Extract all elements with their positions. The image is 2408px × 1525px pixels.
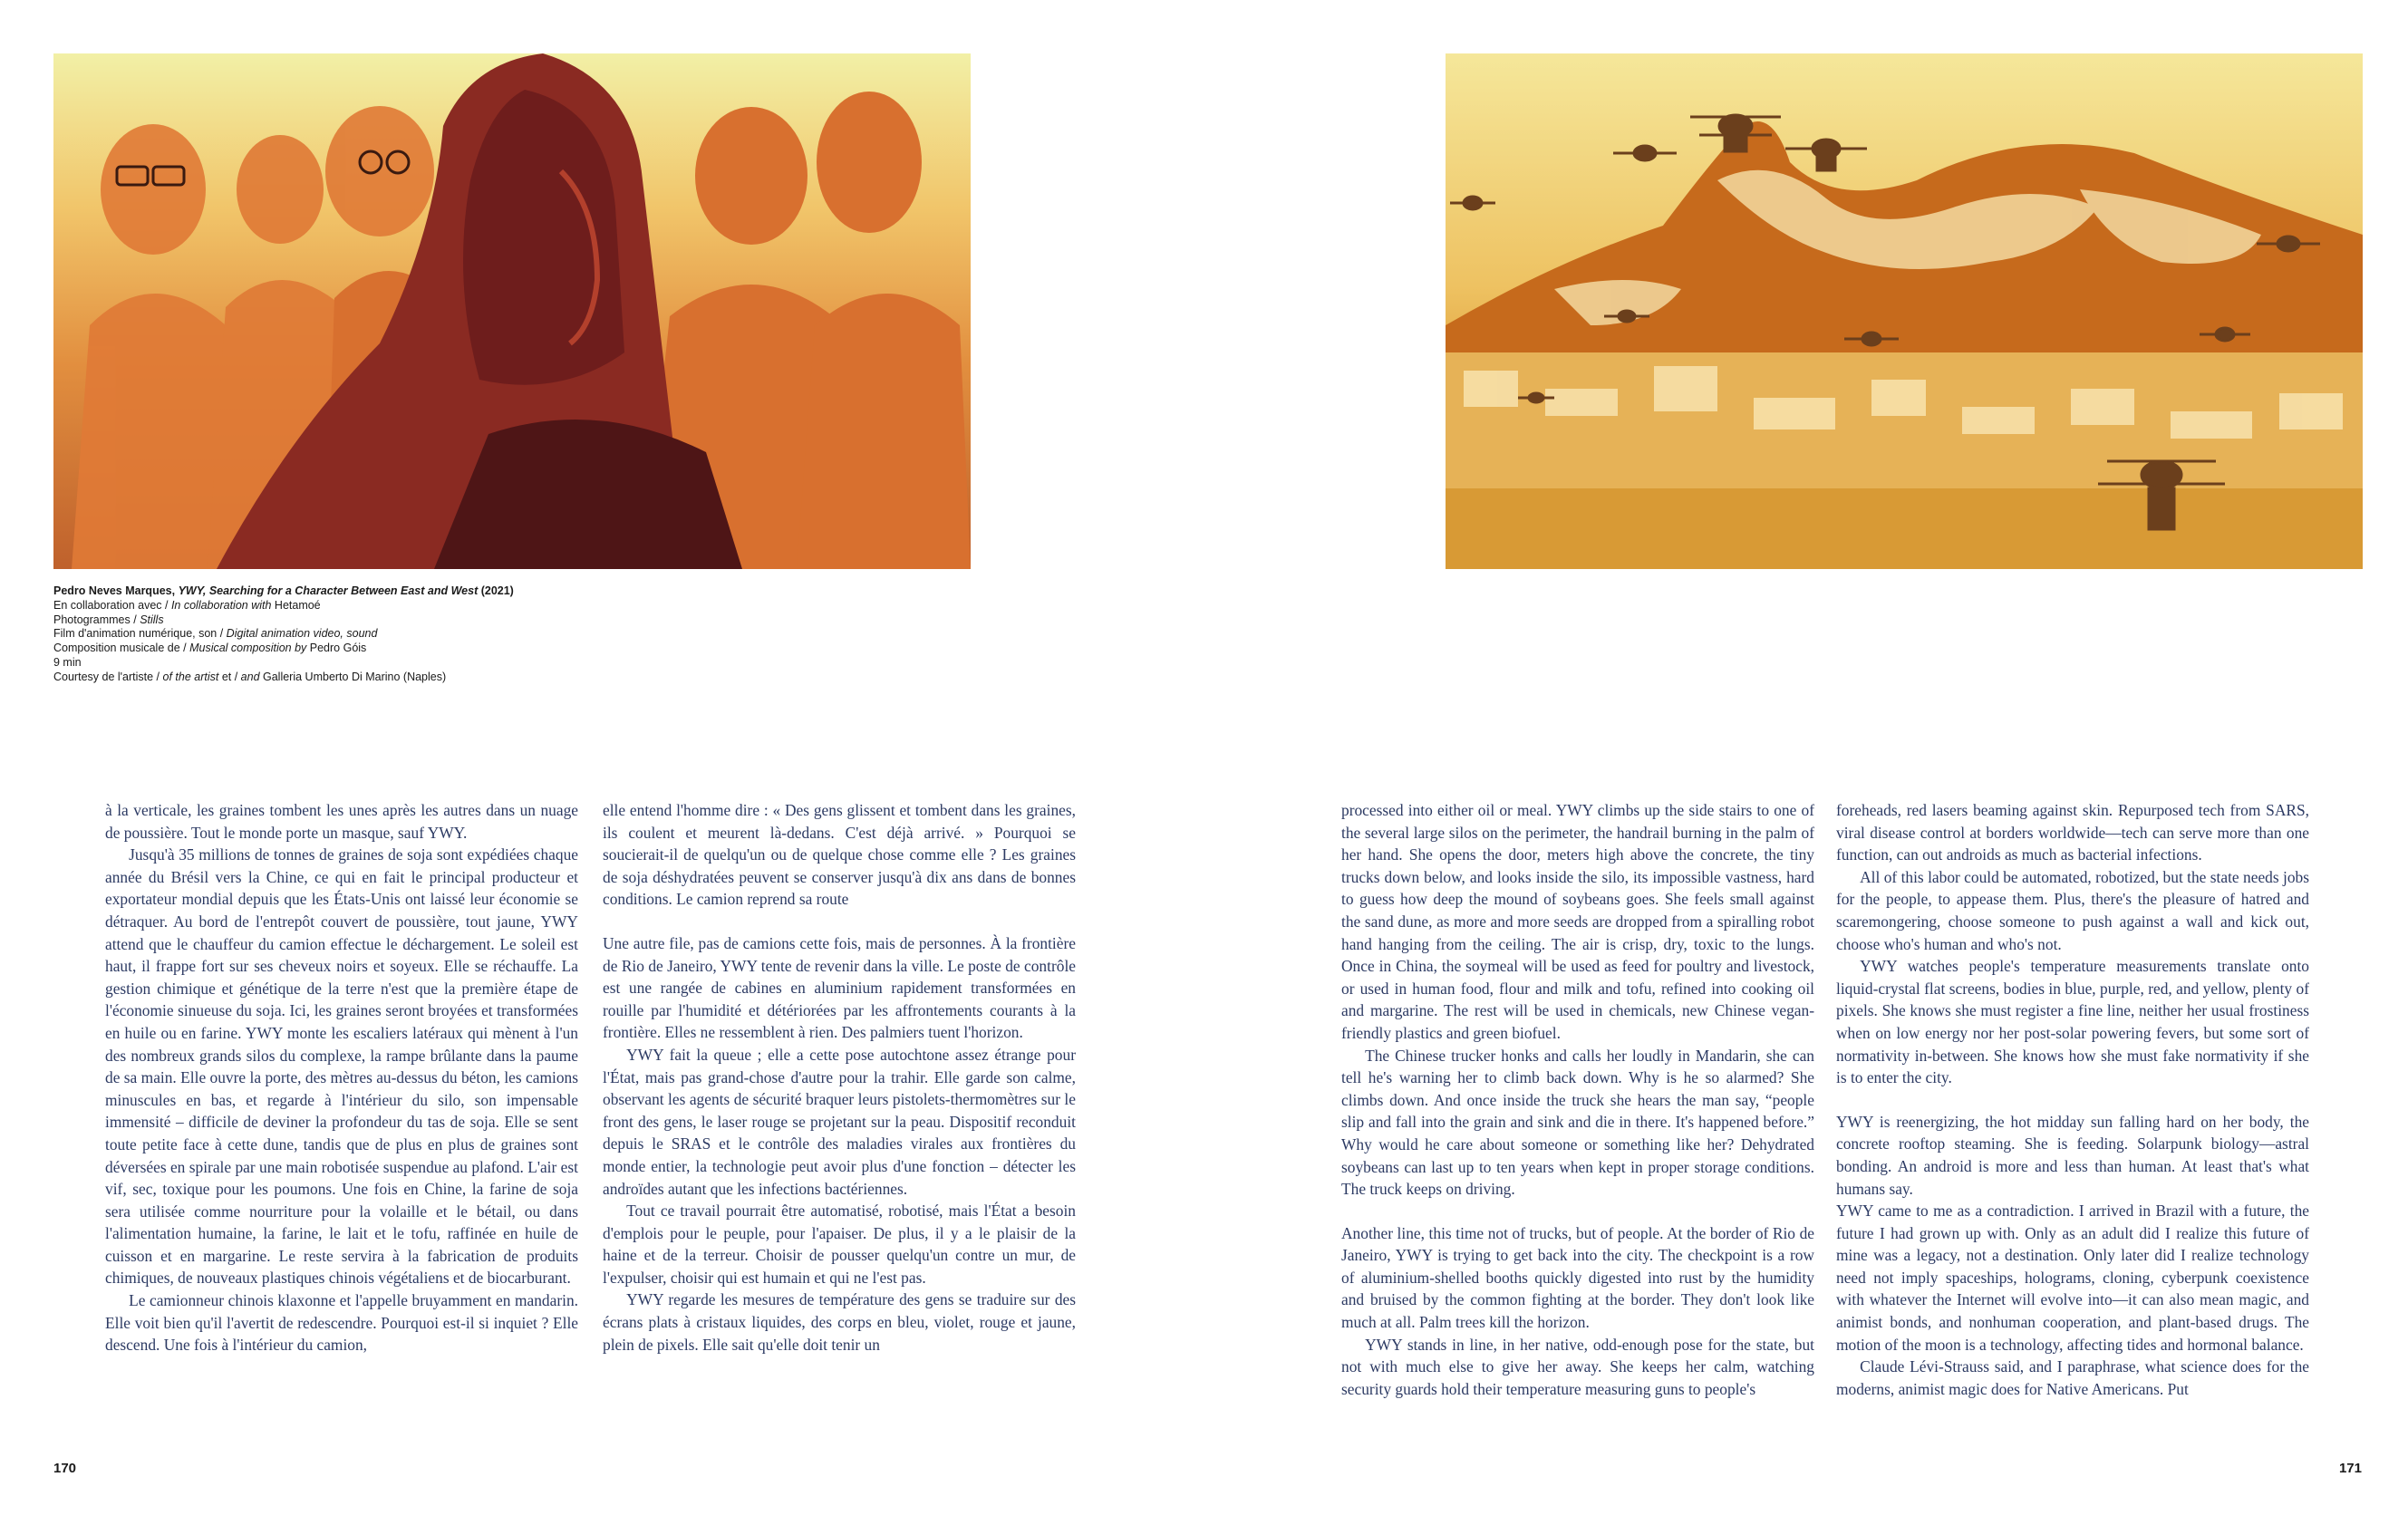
caption-medium-fr: Film d'animation numérique, son / bbox=[53, 627, 227, 641]
paragraph: YWY fait la queue ; elle a cette pose autochtone assez étrange pour l'État, mais pas grand-chose d'autre pour la trahir. Elle garde son calme, observant les agents de sécurité braquer leurs pistolets-thermomètres sur le front des gens, le laser rouge se projetant sur la peau. Dispositif reconduit depuis le SRAS et le contrôle des maladies virales aux frontières du monde entier, la technologie peut avoir plus d'une fonction – détecter les androïdes autant que les infections bactériennes. bbox=[603, 1045, 1076, 1198]
caption-courtesy-fr: Courtesy de l'artiste / bbox=[53, 670, 163, 683]
body-column-fr-1 bbox=[105, 799, 578, 1424]
figure-caption bbox=[53, 584, 971, 685]
paragraph: processed into either oil or meal. YWY climbs up the side stairs to one of the several large silos on the perimeter, the handrail burning in the palm of her hand. She opens the door, meters high above the concrete, the tiny trucks down below, and looks inside the silo, its impossible vastness, hard to guess how deep the mound of soybeans goes. She feels small against the sand dune, as more and more seeds are dropped from a spiralling robot hand hanging from the ceiling. The air is crisp, dry, toxic to the lungs. Once in China, the soymeal will be used as feed for poultry and livestock, or used in human food, flour and milk and tofu, refined into cooking oil and margarine. The rest will be used in chemicals, new Chinese vegan-friendly plastics and green biofuel. bbox=[1341, 801, 1814, 1042]
caption-courtesy-en1: of the artist bbox=[162, 670, 219, 683]
caption-courtesy-en2: and bbox=[240, 670, 260, 683]
page-number-left: 170 bbox=[53, 1461, 77, 1476]
caption-stills-fr: Photogrammes / bbox=[53, 613, 140, 626]
caption-stills-line bbox=[53, 613, 971, 628]
body-column-fr-2 bbox=[603, 799, 1076, 1424]
caption-music-line bbox=[53, 642, 971, 656]
paragraph: elle entend l'homme dire : « Des gens glissent et tombent dans les graines, ils coulent et meurent là-dedans. C'est déjà arrivé. » Pourquoi se soucierait-il de quelqu'un ou de quelque chose comme elle ? Les graines de soja déshydratées peuvent se conserver jusqu'à dix ans dans de bonnes conditions. Le camion reprend sa route bbox=[603, 801, 1076, 909]
caption-music-name: Pedro Góis bbox=[306, 642, 367, 655]
caption-gallery: Galleria Umberto Di Marino (Naples) bbox=[259, 670, 447, 683]
paragraph: YWY watches people's temperature measurements translate onto liquid-crystal flat screens, bodies in blue, purple, red, and yellow, plenty of pixels. She knows she must register a fine line, neither her usual frostiness when on low energy nor her post-solar powering fevers, but some sort of normativity in-between. She knows how she must fake normativity if she is to enter the city. bbox=[1836, 957, 2309, 1087]
caption-work-title: YWY, Searching for a Character Between East and West bbox=[178, 584, 479, 597]
paragraph: foreheads, red lasers beaming against skin. Repurposed tech from SARS, viral disease control at borders worldwide—tech can serve more than one function, can out androids as much as bacterial infections. bbox=[1836, 801, 2309, 864]
drones-over-mountain-illustration bbox=[1446, 53, 2363, 569]
caption-collab-en: In collaboration with bbox=[170, 598, 272, 612]
page-number-right: 171 bbox=[2338, 1461, 2362, 1476]
caption-courtesy-line bbox=[53, 671, 971, 685]
paragraph: YWY is reenergizing, the hot midday sun falling hard on her body, the concrete rooftop steaming. She is feeding. Solarpunk biology—astral bonding. An android is more and less than human. At least that's what humans say. bbox=[1836, 1112, 2309, 1198]
paragraph: Jusqu'à 35 millions de tonnes de graines de soja sont expédiées chaque année du Brésil vers la Chine, ce qui en fait le principal producteur et exportateur mondial depuis que les États-Unis ont laissé leur économie se détraquer. Au bord de l'entrepôt couvert de poussière, tout jaune, YWY attend que le chauffeur du camion effectue le déchargement. Le soleil est haut, il frappe fort sur ses cheveux noirs et soyeux. Elle se réchauffe. La gestion chimique et génétique de la terre n'est que la première étape de l'économie sinueuse du soja. Ici, les graines seront broyées et transformées en huile ou en farine. YWY monte les escaliers latéraux qui mènent à l'un des nombreux grands silos du complexe, la rampe brûlante dans la paume de sa main. Elle ouvre la porte, des mètres au-dessus du béton, les camions minuscules en bas, et regarde à l'intérieur du silo, son impensable immensité – difficile de deviner la profondeur du tas de soja. Elle se sent toute petite face à cette dune, tandis que de plus en plus de graines sont déversées en spirale par une main robotisée suspendue au plafond. L'air est vif, sec, toxique pour les poumons. Une fois en Chine, la farine de soja sera utilisée comme nourriture pour la volaille et le bétail, ou dans l'alimentation humaine, la farine, le lait et le tofu, raffinée en huile de cuisson et en margarine. Le reste servira à la fabrication de produits chimiques, de nouveaux plastiques chinois végétaliens et de biocarburant. bbox=[105, 845, 578, 1288]
caption-collaboration-line bbox=[53, 599, 971, 613]
caption-collab-fr: En collaboration avec / bbox=[53, 598, 171, 612]
paragraph: à la verticale, les graines tombent les unes après les autres dans un nuage de poussière. Tout le monde porte un masque, sauf YWY. bbox=[105, 801, 578, 842]
caption-year: (2021) bbox=[478, 584, 514, 597]
caption-music-en: Musical composition by bbox=[189, 642, 307, 655]
crowd-illustration bbox=[53, 53, 971, 569]
paragraph: YWY came to me as a contradiction. I arrived in Brazil with a future, the future I had grown up with. Only as an adult did I realize this future of mine was a legacy, not a destination. Only later did I realize technology need not imply spaceships, holograms, cloning, cyberpunk coexistence with whatever the Internet will evolve into—it can also mean magic, and animist bonds, and nonhuman cooperation, and plant-based drugs. The motion of the moon is a technology, affecting tides and hormonal balance. bbox=[1836, 1202, 2309, 1354]
caption-courtesy-mid: et / bbox=[218, 670, 241, 683]
paragraph: All of this labor could be automated, robotized, but the state needs jobs for the people, to appease them. Plus, there's the pleasure of hatred and scaremongering, choose someone to push against a wall and kick out, choose who's human and who's not. bbox=[1836, 867, 2309, 953]
paragraph: Le camionneur chinois klaxonne et l'appelle bruyamment en mandarin. Elle voit bien qu'il l'avertit de redescendre. Pourquoi est-il si inquiet ? Elle descend. Une fois à l'intérieur du camion, bbox=[105, 1291, 578, 1355]
caption-medium-en: Digital animation video, sound bbox=[226, 627, 378, 641]
still-image-drones bbox=[1446, 53, 2363, 569]
paragraph: The Chinese trucker honks and calls her loudly in Mandarin, she can tell he's warning her to climb back down. Why is he so alarmed? She climbs down. And once inside the truck she hears the man say, “people slip and fall into the grain and sink and die in there. It's happened before.” Why would he care about someone or something like her? Dehydrated soybeans can last up to ten years when kept in proper storage conditions. The truck keeps on driving. bbox=[1341, 1046, 1814, 1199]
paragraph: Tout ce travail pourrait être automatisé, robotisé, mais l'État a besoin d'emplois pour le peuple, pour l'apaiser. De plus, il y a le plaisir de la haine et de la terreur. Choisir de pousser quelqu'un contre un mur, de l'expulser, choisir qui est humain et qui ne l'est pas. bbox=[603, 1202, 1076, 1287]
paragraph: Another line, this time not of trucks, but of people. At the border of Rio de Janeiro, YWY is trying to get back into the city. The checkpoint is a row of aluminium-shelled booths quickly digested into rust by the humidity and bruised by the common fighting at the border. They don't look like much at all. Palm trees kill the horizon. bbox=[1341, 1223, 1814, 1332]
caption-stills-en: Stills bbox=[140, 613, 164, 626]
caption-artist: Pedro Neves Marques, bbox=[53, 584, 179, 597]
paragraph: Une autre file, pas de camions cette fois, mais de personnes. À la frontière de Rio de Janeiro, YWY tente de revenir dans la ville. Le poste de contrôle est une rangée de cabines en aluminium rapidement transformées en rouille par l'humidité et détériorées par les affrontements courants à la frontière. Elles ne ressemblent à rien. Des palmiers tuent l'horizon. bbox=[603, 933, 1076, 1042]
paragraph: YWY stands in line, in her native, odd-enough pose for the state, but not with much else to give her away. She keeps her calm, watching security guards hold their temperature measuring guns to people's bbox=[1341, 1335, 1814, 1398]
body-column-en-2 bbox=[1836, 799, 2309, 1424]
paragraph: YWY regarde les mesures de température des gens se traduire sur des écrans plats à cristaux liquides, des corps en bleu, violet, rouge et jaune, plein de pixels. Elle sait qu'elle doit tenir un bbox=[603, 1290, 1076, 1354]
caption-title-line bbox=[53, 584, 971, 599]
caption-collab-name: Hetamoé bbox=[271, 598, 321, 612]
caption-music-fr: Composition musicale de / bbox=[53, 642, 190, 655]
caption-duration: 9 min bbox=[53, 655, 82, 669]
body-column-en-1 bbox=[1341, 799, 1814, 1424]
paragraph: Claude Lévi-Strauss said, and I paraphrase, what science does for the moderns, animist magic does for Native Americans. Put bbox=[1836, 1357, 2309, 1398]
caption-medium-line bbox=[53, 627, 971, 642]
still-image-crowd bbox=[53, 53, 971, 569]
